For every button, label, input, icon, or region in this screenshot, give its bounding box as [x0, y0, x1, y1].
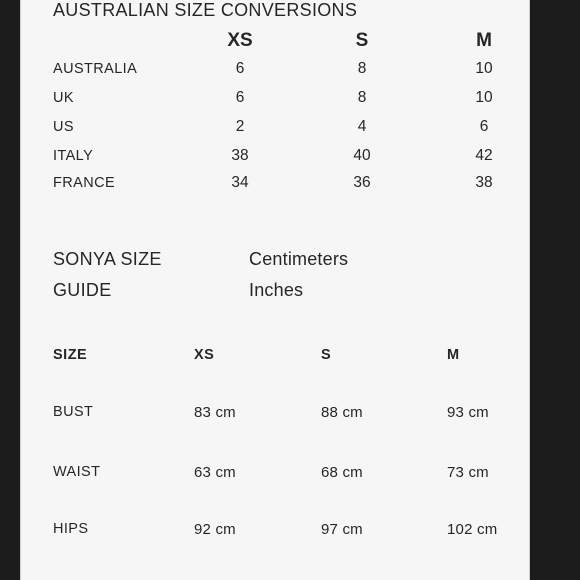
conv-cell: 6	[235, 60, 245, 77]
size-chart-card	[20, 0, 530, 580]
guide-header-size: SIZE	[53, 347, 88, 363]
conv-row-label-uk: UK	[53, 90, 74, 106]
conv-cell: 34	[231, 174, 249, 191]
conversions-title: AUSTRALIAN SIZE CONVERSIONS	[53, 0, 358, 20]
guide-cell: 83 cm	[194, 404, 236, 421]
conv-cell: 4	[357, 118, 367, 135]
conv-row-label-france: FRANCE	[53, 175, 116, 191]
guide-cell: 97 cm	[321, 521, 363, 538]
unit-option-inches[interactable]: Inches	[249, 280, 304, 300]
guide-cell: 73 cm	[447, 464, 489, 481]
guide-cell: 93 cm	[447, 404, 489, 421]
conv-row-label-australia: AUSTRALIA	[53, 61, 138, 77]
guide-cell: 92 cm	[194, 521, 236, 538]
guide-header-s: S	[321, 347, 332, 363]
guide-header-xs: XS	[194, 347, 215, 363]
guide-header-m: M	[447, 347, 460, 363]
guide-row-label-waist: WAIST	[53, 464, 101, 480]
conv-header-xs: XS	[227, 30, 253, 51]
conv-cell: 2	[235, 118, 245, 135]
conv-cell: 10	[475, 60, 493, 77]
guide-row-label-hips: HIPS	[53, 521, 89, 537]
conv-cell: 40	[353, 147, 371, 164]
conv-cell: 8	[357, 60, 367, 77]
guide-row-label-bust: BUST	[53, 404, 94, 420]
conv-cell: 8	[357, 89, 367, 106]
guide-title-line1: SONYA SIZE	[53, 249, 162, 269]
conv-cell: 42	[475, 147, 493, 164]
conv-cell: 38	[475, 174, 493, 191]
conv-cell: 6	[479, 118, 489, 135]
guide-cell: 68 cm	[321, 464, 363, 481]
conv-row-label-us: US	[53, 119, 74, 135]
guide-cell: 88 cm	[321, 404, 363, 421]
conv-cell: 10	[475, 89, 493, 106]
guide-title-line2: GUIDE	[53, 280, 112, 300]
guide-cell: 63 cm	[194, 464, 236, 481]
guide-cell: 102 cm	[447, 521, 498, 538]
conv-header-m: M	[476, 30, 492, 51]
conv-cell: 38	[231, 147, 249, 164]
conv-row-label-italy: ITALY	[53, 148, 94, 164]
conv-cell: 36	[353, 174, 371, 191]
conv-cell: 6	[235, 89, 245, 106]
conv-header-s: S	[355, 30, 369, 51]
unit-option-centimeters[interactable]: Centimeters	[249, 249, 349, 269]
